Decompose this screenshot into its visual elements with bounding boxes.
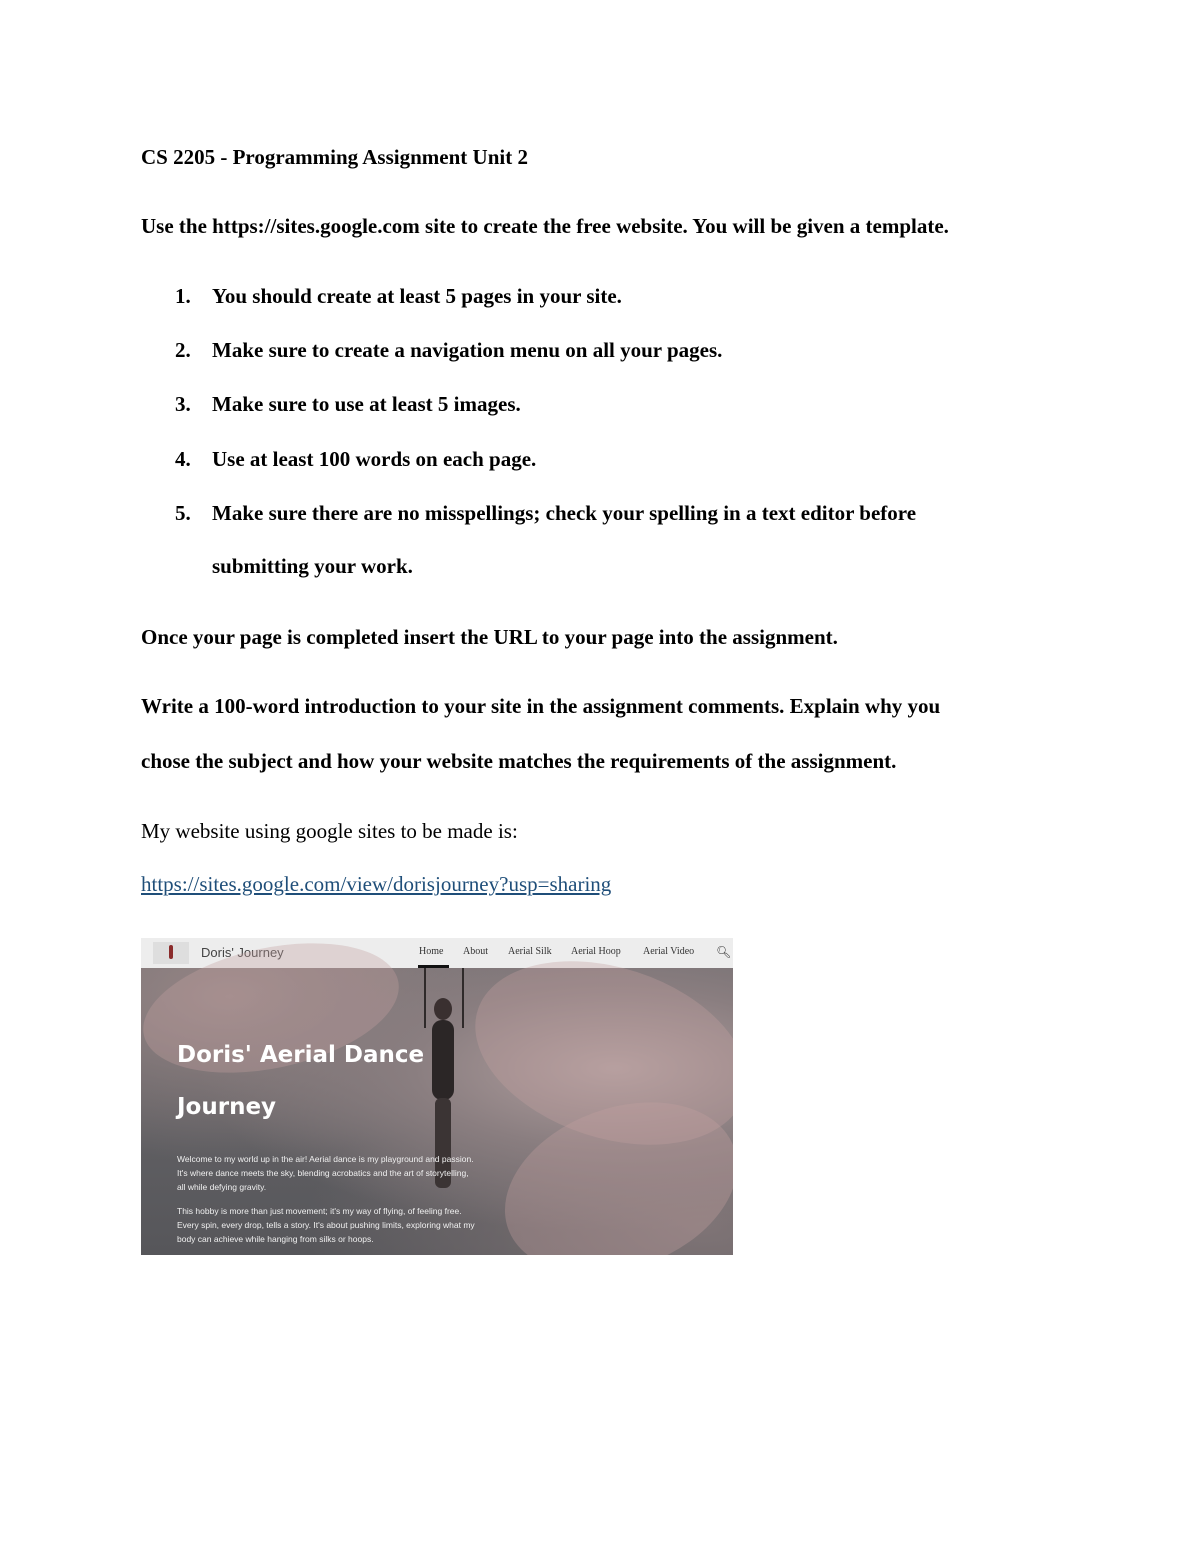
hero-paragraph-line: all while defying gravity. <box>177 1182 267 1192</box>
nav-home: Home <box>419 946 444 957</box>
silk-rope <box>462 968 464 1028</box>
list-text: Make sure there are no misspellings; check your spelling in a text editor before <box>212 501 917 525</box>
nav-aerial-video: Aerial Video <box>643 946 695 957</box>
list-number: 2. <box>175 338 191 362</box>
requirement-item-3 <box>175 391 521 417</box>
list-number: 1. <box>175 284 191 308</box>
hero-paragraph-line: body can achieve while hanging from silks or hoops. <box>177 1234 374 1244</box>
site-logo <box>153 942 189 964</box>
requirement-item-4 <box>175 446 536 472</box>
hero-banner <box>141 968 733 1255</box>
nav-about: About <box>463 946 488 957</box>
requirement-item-2 <box>175 337 722 363</box>
aerial-dancer-image <box>434 998 452 1020</box>
silk-rope <box>424 968 426 1028</box>
hero-paragraph-line: Every spin, every drop, tells a story. It's about pushing limits, exploring what my <box>177 1220 475 1230</box>
hero-title-line-2: Journey <box>177 1094 277 1120</box>
hero-paragraph-line: This hobby is more than just movement; it's my way of flying, of feeling free. <box>177 1206 462 1216</box>
list-number: 5. <box>175 501 191 525</box>
comment-instruction-line-1: Write a 100-word introduction to your site in the assignment comments. Explain why you <box>141 694 941 718</box>
requirement-item-5-continuation: submitting your work. <box>212 554 413 578</box>
document-title: CS 2205 - Programming Assignment Unit 2 <box>141 145 528 169</box>
aerial-dancer-image <box>432 1020 454 1100</box>
requirement-item-1 <box>175 283 622 309</box>
search-icon: 🔍︎ <box>716 945 732 959</box>
site-screenshot <box>141 938 733 1255</box>
list-text: You should create at least 5 pages in your site. <box>212 284 622 308</box>
nav-aerial-hoop: Aerial Hoop <box>571 946 621 957</box>
hero-paragraph-line: It's where dance meets the sky, blending acrobatics and the art of storytelling, <box>177 1168 469 1178</box>
comment-instruction-line-2: chose the subject and how your website matches the requirements of the assignment. <box>141 749 897 773</box>
requirement-item-5 <box>175 500 916 526</box>
hero-title-line-1: Doris' Aerial Dance <box>177 1042 425 1068</box>
list-text: Make sure to create a navigation menu on all your pages. <box>212 338 723 362</box>
site-name: Doris' Journey <box>201 945 284 960</box>
url-instruction: Once your page is completed insert the URL to your page into the assignment. <box>141 625 838 649</box>
dancer-logo-icon <box>169 945 173 959</box>
website-statement: My website using google sites to be made is: <box>141 819 518 843</box>
website-link[interactable]: https://sites.google.com/view/dorisjourney?usp=sharing <box>141 872 612 896</box>
intro-paragraph: Use the https://sites.google.com site to create the free website. You will be given a template. <box>141 214 949 238</box>
nav-aerial-silk: Aerial Silk <box>508 946 552 957</box>
list-text: Make sure to use at least 5 images. <box>212 392 521 416</box>
list-number: 4. <box>175 447 191 471</box>
hero-paragraph-line: Welcome to my world up in the air! Aerial dance is my playground and passion. <box>177 1154 474 1164</box>
list-text: Use at least 100 words on each page. <box>212 447 537 471</box>
list-number: 3. <box>175 392 191 416</box>
